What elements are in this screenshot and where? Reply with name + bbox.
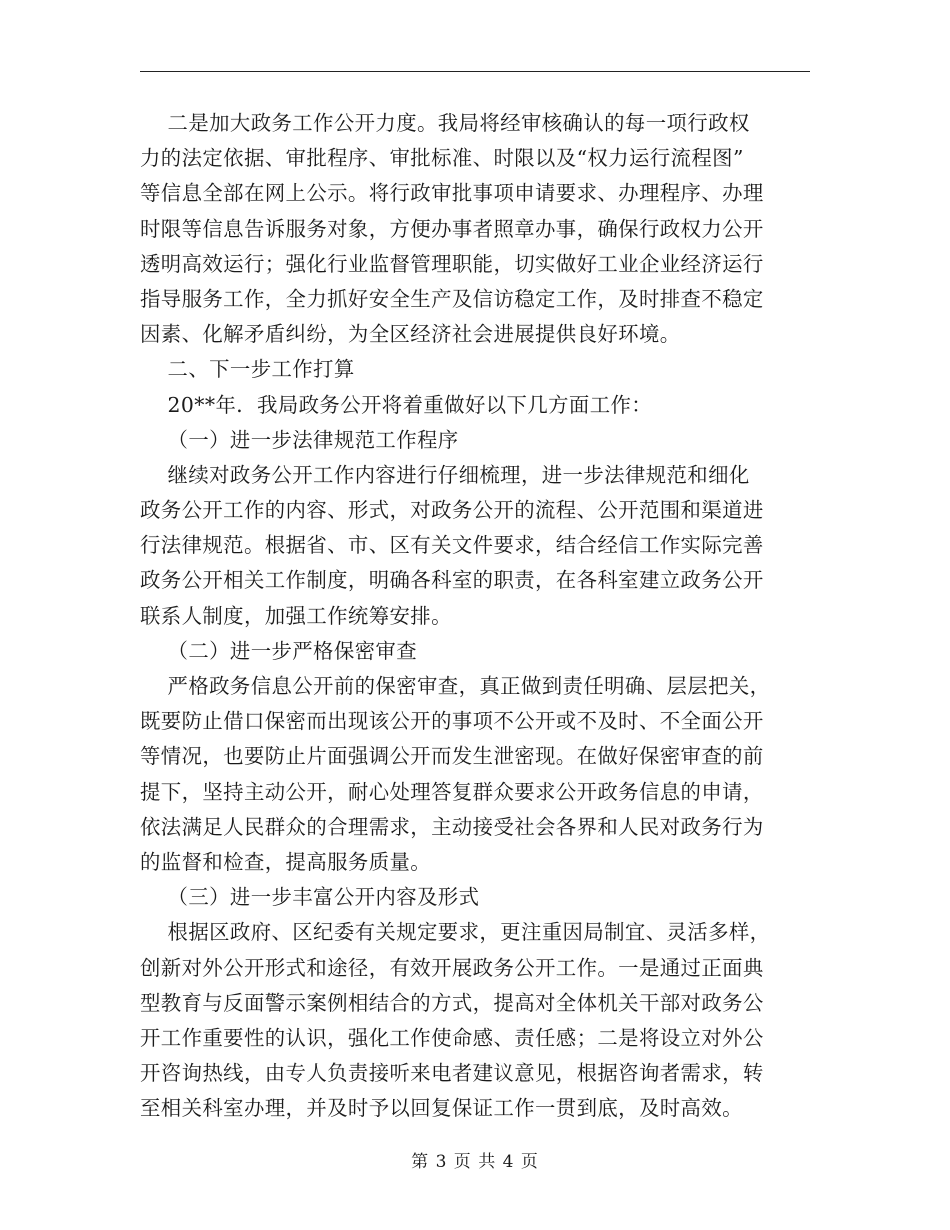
text-line: 因素、化解矛盾纠纷，为全区经济社会进展提供良好环境。	[140, 322, 681, 347]
subsection-heading: （一）进一步法律规范工作程序	[140, 427, 459, 452]
text-line: 行法律规范。根据省、市、区有关文件要求，结合经信工作实际完善	[140, 533, 764, 558]
document-body	[140, 106, 810, 1126]
section-heading: 二、下一步工作打算	[140, 357, 355, 382]
text-line: 等信息全部在网上公示。将行政审批事项申请要求、办理程序、办理	[140, 181, 764, 206]
text-line: 联系人制度，加强工作统筹安排。	[140, 603, 452, 628]
text-line: 至相关科室办理，并及时予以回复保证工作一贯到底，及时高效。	[140, 1096, 743, 1121]
text-line: 型教育与反面警示案例相结合的方式，提高对全体机关干部对政务公	[140, 990, 764, 1015]
text-line: 继续对政务公开工作内容进行仔细梳理，进一步法律规范和细化	[140, 462, 750, 487]
text-line: 等情况，也要防止片面强调公开而发生泄密现。在做好保密审查的前	[140, 744, 764, 769]
text-line: 根据区政府、区纪委有关规定要求，更注重因局制宜、灵活多样，	[140, 920, 771, 945]
text-line: 的监督和检查，提高服务质量。	[140, 849, 432, 874]
text-line: 严格政务信息公开前的保密审查，真正做到责任明确、层层把关，	[140, 674, 771, 698]
text-line: 指导服务工作，全力抓好安全生产及信访稳定工作，及时排查不稳定	[140, 286, 764, 311]
text-line: 政务公开相关工作制度，明确各科室的职责，在各科室建立政务公开	[140, 568, 764, 593]
text-line: 二是加大政务工作公开力度。我局将经审核确认的每一项行政权	[140, 111, 750, 135]
text-line: 政务公开工作的内容、形式，对政务公开的流程、公开范围和渠道进	[140, 498, 764, 523]
page-footer: 第 3 页 共 4 页	[411, 1152, 539, 1172]
text-line: 时限等信息告诉服务对象，方便办事者照章办事，确保行政权力公开	[140, 216, 764, 241]
text-line: 依法满足人民群众的合理需求，主动接受社会各界和人民对政务行为	[140, 814, 764, 839]
text-line: 20**年．我局政务公开将着重做好以下几方面工作：	[140, 392, 653, 417]
text-line: 创新对外公开形式和途径，有效开展政务公开工作。一是通过正面典	[140, 955, 764, 980]
text-line: 透明高效运行；强化行业监督管理职能，切实做好工业企业经济运行	[140, 251, 764, 276]
text-line: 开工作重要性的认识，强化工作使命感、责任感；二是将设立对外公	[140, 1025, 764, 1050]
text-line: 力的法定依据、审批程序、审批标准、时限以及“权力运行流程图”	[140, 146, 744, 171]
text-line: 既要防止借口保密而出现该公开的事项不公开或不及时、不全面公开	[140, 709, 764, 734]
text-line: 提下，坚持主动公开，耐心处理答复群众要求公开政务信息的申请，	[140, 779, 764, 804]
subsection-heading: （三）进一步丰富公开内容及形式	[140, 885, 480, 910]
text-line: 开咨询热线，由专人负责接听来电者建议意见，根据咨询者需求，转	[140, 1061, 764, 1086]
subsection-heading: （二）进一步严格保密审查	[140, 638, 418, 663]
header-rule	[140, 71, 810, 72]
